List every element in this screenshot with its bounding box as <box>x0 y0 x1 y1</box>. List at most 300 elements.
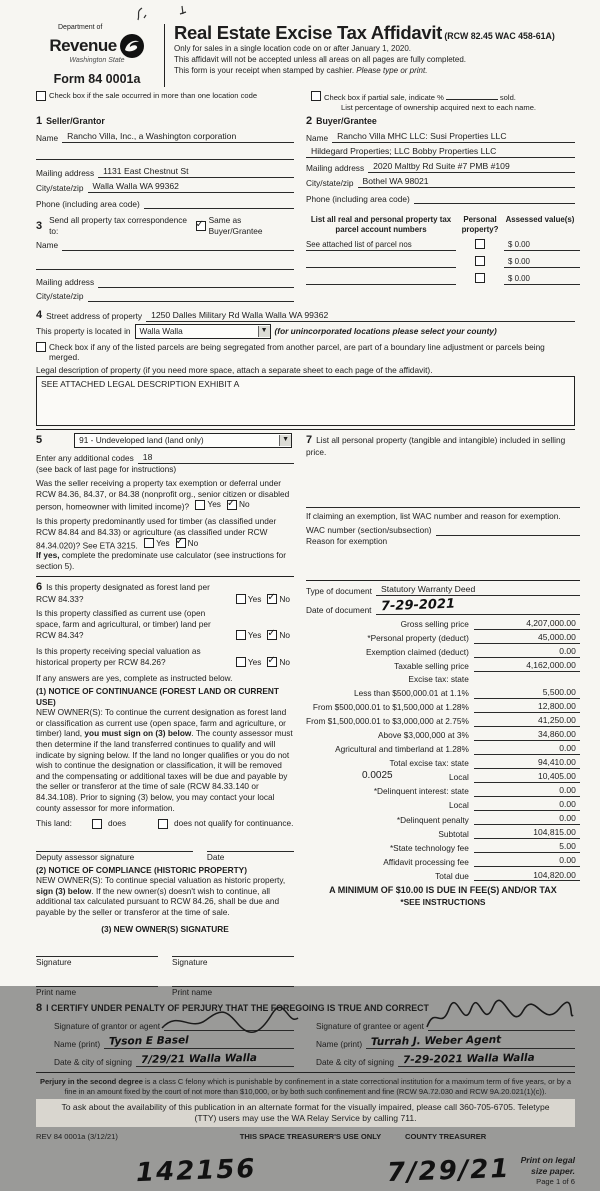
legal-description-box[interactable] <box>36 376 575 426</box>
tax-row-line[interactable] <box>474 660 580 672</box>
section-2-buyer <box>306 114 575 209</box>
yes-no-group <box>144 538 202 549</box>
tax-row <box>306 841 580 853</box>
tax-row <box>306 687 580 699</box>
land-qualify-row <box>36 818 294 829</box>
corr-mailing-label: Mailing address <box>36 277 95 288</box>
revenue-logo-block <box>36 24 165 87</box>
multiple-location-label: Check box if the sale occurred in more than one location code <box>49 90 258 100</box>
parcel-number-value: See attached list of parcel nos <box>306 239 412 249</box>
wac-number-label: WAC number (section/subsection) <box>306 525 432 536</box>
tax-row <box>306 855 580 867</box>
county-value: Walla Walla <box>139 325 183 336</box>
rcw-reference: (RCW 82.45 WAC 458-61A) <box>444 31 555 41</box>
accessibility-notice: To ask about the availability of this publication in an alternate format for the visually impaired, please call 360-705-6705. Teletype (TTY) users may use the WA Relay Service by calling 711. <box>36 1099 575 1126</box>
seller-mailing-value: 1131 East Chestnut St <box>103 166 189 177</box>
local-rate-value: 0.0025 <box>362 770 393 782</box>
tax-row-line[interactable] <box>474 632 580 644</box>
parcel-number-input[interactable] <box>306 274 456 285</box>
seller-name-value: Rancho Villa, Inc., a Washington corporation <box>67 131 237 142</box>
tax-row <box>306 870 580 882</box>
buyer-name-label: Name <box>306 132 329 143</box>
tax-row <box>306 646 580 658</box>
tax-row <box>306 827 580 839</box>
tax-row <box>306 715 580 727</box>
type-of-document-label: Type of document <box>306 585 372 596</box>
buyer-mailing-input[interactable] <box>368 161 575 173</box>
personal-property-checkbox[interactable] <box>475 239 485 249</box>
pen-marks-icon <box>130 2 210 24</box>
perjury-statement: Perjury in the second degree is a class C felony which is punishable by confinement in a state correctional institution for a maximum term of five years, or by a fine in an amount fixed by the court of not more than $10,000, or by both such confinement and fine (RCW 9A.72.030 and RCW 9A.20.021(1)(c)). <box>39 1077 572 1096</box>
segregated-label: Check box if any of the listed parcels are being segregated from another parcel, are part of a boundary line adjustment or parcels being merged. <box>49 341 545 363</box>
no-checkbox[interactable] <box>267 630 277 640</box>
new-owners-signature-title: (3) NEW OWNER(S) SIGNATURE <box>101 923 229 934</box>
street-address-label: Street address of property <box>46 311 143 322</box>
parcel-row <box>306 273 580 285</box>
owner-signature-input[interactable] <box>172 946 294 957</box>
seller-mailing-input[interactable] <box>98 166 294 178</box>
right-column <box>306 433 580 998</box>
tax-row-value: 34,860.00 <box>538 728 576 739</box>
tax-row-value: 94,410.00 <box>538 757 576 767</box>
no-label: No <box>279 593 290 604</box>
section-8-certification <box>36 1001 575 1067</box>
certify-statement: I CERTIFY UNDER PENALTY OF PERJURY THAT THE FOREGOING IS TRUE AND CORRECT <box>46 1003 429 1014</box>
section-3-number: 3 <box>36 219 43 232</box>
tax-row-value: 12,800.00 <box>538 700 576 711</box>
notice-continuance-body: NEW OWNER(S): To continue the current designation as forest land or classification as current use (open space, farm and agriculture, or timber) land, you must sign on (3) below. The county assessor must then determine if the land transferred continues to qualify and will indicate by signing below. If the land no longer qualifies or you do not wish to continue the designation or classification, it will be removed and the compensating or additional taxes will be due and payable by the seller or transferor at the time of sale (RCW 84.33.140 or 84.34.108). Prior to signing (3) below, you may contact your local county assessor for more information. <box>36 707 293 813</box>
tax-row-value: 5.00 <box>559 841 576 852</box>
no-checkbox[interactable] <box>267 594 277 604</box>
parcel-row <box>306 256 580 268</box>
section-3-correspondence <box>36 215 294 301</box>
grantee-signature-block <box>306 1017 575 1067</box>
treasurer-stamp-number: 142156 <box>135 1154 258 1189</box>
tax-row-value: 0.00 <box>559 813 576 824</box>
partial-sale-checkbox[interactable] <box>311 91 321 101</box>
wac-number-input[interactable] <box>436 525 580 536</box>
predominate-use-note: If yes, complete the predominate use calculator (see instructions for section 5). <box>36 550 286 572</box>
no-label: No <box>238 499 250 510</box>
street-address-input[interactable] <box>146 310 575 322</box>
tax-row-line[interactable] <box>474 841 580 853</box>
no-checkbox[interactable] <box>176 538 186 548</box>
excise-tax-state-heading <box>306 674 580 685</box>
street-address-value: 1250 Dalles Military Rd Walla Walla WA 99362 <box>151 309 329 320</box>
date-of-document-label: Date of document <box>306 604 372 615</box>
additional-codes-value: 18 <box>142 451 153 462</box>
treasurer-stamp-date: 7/29/21 <box>386 1154 511 1189</box>
tax-row-value: 4,207,000.00 <box>526 617 576 628</box>
tax-row-label: Affidavit processing fee <box>383 856 469 867</box>
seller-city-label: City/state/zip <box>36 182 84 193</box>
deputy-date-input[interactable] <box>207 841 294 852</box>
assessed-value: $ 0.00 <box>508 256 530 266</box>
grantor-signature-input[interactable] <box>164 1020 294 1031</box>
does-not-checkbox[interactable] <box>158 819 168 829</box>
parcel-number-input[interactable] <box>306 257 456 268</box>
grantee-signature-label: Signature of grantee or agent <box>316 1020 424 1031</box>
tax-row-label: Total due <box>435 870 469 881</box>
tax-row-line[interactable] <box>474 813 580 825</box>
assessed-value-header: Assessed value(s) <box>505 215 575 225</box>
deputy-date-label: Date <box>206 851 225 862</box>
tax-row <box>306 743 580 755</box>
assessed-value-input[interactable] <box>504 274 580 285</box>
partial-sale-percent-input[interactable] <box>446 91 498 100</box>
buyer-name-input[interactable] <box>332 131 575 143</box>
assessed-value: $ 0.00 <box>508 239 530 249</box>
section-4-property <box>36 308 575 426</box>
tax-row <box>306 632 580 644</box>
additional-codes-label: Enter any additional codes <box>36 452 134 463</box>
tax-row <box>306 618 580 630</box>
tax-row-line[interactable] <box>474 855 580 867</box>
owner-printname-input[interactable] <box>36 976 158 987</box>
deputy-signature-input[interactable] <box>36 841 193 852</box>
no-checkbox[interactable] <box>267 657 277 667</box>
tax-row-value: 0.00 <box>559 645 576 656</box>
tax-row <box>306 813 580 825</box>
revenue-logo-icon <box>119 33 145 59</box>
yes-checkbox[interactable] <box>195 500 205 510</box>
personal-property-checkbox[interactable] <box>475 273 485 283</box>
parcel-table <box>306 215 580 301</box>
tax-row-label: Agricultural and timberland at 1.28% <box>335 744 469 755</box>
personal-property-checkbox[interactable] <box>475 256 485 266</box>
section-6-designations <box>36 580 294 998</box>
historic-question: Is this property receiving special valuation as historical property per RCW 84.26? <box>36 646 201 667</box>
new-owner-signature-row <box>36 946 294 968</box>
tax-row-line[interactable] <box>474 646 580 658</box>
current-use-question: Is this property classified as current use (open space, farm and agricultural, or timber) land per RCW 84.34? <box>36 608 211 640</box>
form-number: Form 84 0001a <box>53 71 141 86</box>
exemption-question-text: Was the seller receiving a property tax exemption or deferral under RCW 84.36, 84.37, or 84.38 (nonprofit org., senior citizen or disabled person, homeowner with limited income)? <box>36 478 290 512</box>
tax-row-line[interactable] <box>474 870 580 882</box>
tax-row-label: *Delinquent interest: state <box>373 786 469 797</box>
tax-row-label: *Delinquent penalty <box>396 814 469 825</box>
see-back-note: (see back of last page for instructions) <box>36 463 177 474</box>
corr-city-input[interactable] <box>88 291 295 302</box>
personal-property-intro: List all personal property (tangible and intangible) included in selling price. <box>306 434 566 457</box>
personal-property-header: Personal property? <box>461 215 499 234</box>
assessed-value: $ 0.00 <box>508 273 530 283</box>
yes-label: Yes <box>247 593 262 604</box>
tax-row <box>306 701 580 713</box>
no-checkbox[interactable] <box>227 500 237 510</box>
tax-row-line[interactable] <box>474 729 580 741</box>
buyer-mailing-label: Mailing address <box>306 162 365 173</box>
buyer-name2-input[interactable] <box>306 146 575 158</box>
assessed-value-input[interactable] <box>504 257 580 268</box>
yes-label: Yes <box>247 656 262 667</box>
located-in-label: This property is located in <box>36 325 131 336</box>
forest-land-question: Is this property designated as forest land per RCW 84.33? <box>36 581 210 604</box>
corr-name-input[interactable] <box>62 240 294 251</box>
parcel-numbers-header: List all real and personal property tax parcel account numbers <box>310 215 452 234</box>
tax-row-label: From $500,000.01 to $1,500,000 at 1.28% <box>312 702 469 713</box>
section-7-number: 7 <box>306 433 313 446</box>
section-8-number: 8 <box>36 1002 43 1015</box>
tax-row-label: Less than $500,000.01 at 1.1% <box>353 687 469 698</box>
subtitle-2: This affidavit will not be accepted unless all areas on all pages are fully completed. <box>174 54 467 64</box>
seller-name2-input[interactable] <box>36 149 294 160</box>
section-divider <box>36 429 575 430</box>
seller-phone-label: Phone (including area code) <box>36 198 140 209</box>
tax-row-value: 0.00 <box>559 742 576 753</box>
tax-row <box>306 771 580 783</box>
question-exemption <box>36 478 294 512</box>
exemption-claim-note: If claiming an exemption, list WAC number and reason for exemption. <box>306 511 561 522</box>
section-2-number: 2 <box>306 115 313 128</box>
tax-row-value: 41,250.00 <box>538 714 576 725</box>
tax-section-divider <box>306 580 580 581</box>
date-of-document-input[interactable] <box>376 598 580 616</box>
section-5-use-code <box>36 433 294 577</box>
excise-tax-table <box>306 618 580 882</box>
tax-row-label: *Personal property (deduct) <box>367 632 469 643</box>
assessed-value-input[interactable] <box>504 240 580 251</box>
same-as-buyer-label: Same as Buyer/Grantee <box>208 215 263 237</box>
tax-row-line[interactable] <box>474 757 580 769</box>
notice-compliance-title: (2) NOTICE OF COMPLIANCE (HISTORIC PROPERTY) <box>36 864 247 875</box>
tax-row-line[interactable] <box>474 743 580 755</box>
grantee-date-value: 7-29-2021 Walla Walla <box>402 1051 535 1067</box>
grantor-name-value: Tyson E Basel <box>108 1034 189 1048</box>
tax-row-label: Local <box>449 800 469 811</box>
grantee-date-input[interactable] <box>398 1053 575 1067</box>
tax-row-line[interactable] <box>474 618 580 630</box>
tax-row <box>306 660 580 672</box>
revenue-wordmark: Revenue <box>49 36 117 56</box>
section-7-personal-property <box>306 433 580 547</box>
treasurer-stamp-area <box>36 1155 575 1188</box>
tax-row-value: 0.00 <box>559 799 576 810</box>
additional-codes-input[interactable] <box>138 452 294 464</box>
grantee-signature-input[interactable] <box>428 1020 575 1031</box>
corr-city-label: City/state/zip <box>36 291 84 302</box>
tax-row-value: 104,815.00 <box>533 827 576 838</box>
question-timber <box>36 516 294 550</box>
seller-phone-input[interactable] <box>144 198 294 209</box>
tax-row-line[interactable] <box>474 771 580 783</box>
corr-name2-input[interactable] <box>36 259 294 270</box>
legal-description-label: Legal description of property (if you need more space, attach a separate sheet to each page of the affidavit). <box>36 364 433 375</box>
title-block <box>165 24 575 87</box>
section-3-row <box>36 215 575 301</box>
yes-label: Yes <box>247 629 262 640</box>
tax-row-label: Subtotal <box>438 828 469 839</box>
legal-size-note: Print on legal size paper. <box>520 1155 575 1177</box>
parcel-number-input[interactable] <box>306 240 456 251</box>
tax-row-label: Above $3,000,000 at 3% <box>377 730 469 741</box>
grantor-date-value: 7/29/21 Walla Walla <box>140 1051 258 1066</box>
correspondence-label: Send all property tax correspondence to: <box>49 215 188 237</box>
grantor-signature-block <box>36 1017 294 1067</box>
ownership-percentage-note: List percentage of ownership acquired next to each name. <box>341 102 537 112</box>
seller-name-label: Name <box>36 132 59 143</box>
tax-row-line[interactable] <box>474 701 580 713</box>
tax-row-value: 4,162,000.00 <box>526 659 576 670</box>
corr-mailing-input[interactable] <box>98 277 294 288</box>
subtitle-3: This form is your receipt when stamped by cashier. Please type or print. <box>174 65 428 75</box>
tax-row-line[interactable] <box>474 799 580 811</box>
timber-question-text: Is this property predominantly used for timber (as classified under RCW 84.84 and 84.33) or agriculture (as classified under RCW 84.34.020)? See ETA 3215. <box>36 516 277 550</box>
tax-row <box>306 785 580 797</box>
corr-name-label: Name <box>36 240 59 251</box>
county-note: (for unincorporated locations please select your county) <box>274 325 497 336</box>
same-as-buyer-checkbox[interactable] <box>196 221 206 231</box>
no-label: No <box>187 537 199 548</box>
dept-of-label: Department of <box>58 24 103 31</box>
chevron-down-icon[interactable]: ▼ <box>279 435 291 446</box>
grantor-name-input[interactable] <box>104 1035 294 1049</box>
seller-city-input[interactable] <box>88 181 295 193</box>
grantee-name-input[interactable] <box>366 1035 575 1049</box>
grantor-signature-label: Signature of grantor or agent <box>54 1020 161 1031</box>
type-of-document-input[interactable] <box>376 584 580 596</box>
reason-exemption-label: Reason for exemption <box>306 535 388 546</box>
buyer-name2-value: Hildegard Properties; LLC Bobby Properties LLC <box>311 146 497 157</box>
tax-row <box>306 799 580 811</box>
grantor-date-input[interactable] <box>136 1053 294 1067</box>
buyer-phone-label: Phone (including area code) <box>306 193 410 204</box>
tax-row-value: 5,500.00 <box>542 686 576 697</box>
buyer-city-label: City/state/zip <box>306 177 354 188</box>
tax-row-value: 0.00 <box>559 855 576 866</box>
yes-checkbox[interactable] <box>236 657 246 667</box>
footer-divider <box>36 1072 575 1073</box>
legal-description-value: SEE ATTACHED LEGAL DESCRIPTION EXHIBIT A <box>41 378 240 389</box>
subtitle-1: Only for sales in a single location code on or after January 1, 2020. <box>174 43 412 53</box>
tax-row-line[interactable] <box>474 687 580 699</box>
seller-city-value: Walla Walla WA 99362 <box>92 181 179 192</box>
new-owner-printname-row <box>36 976 294 998</box>
treasurer-use-label: THIS SPACE TREASURER'S USE ONLY <box>239 1131 382 1141</box>
county-treasurer-label: COUNTY TREASURER <box>405 1131 487 1141</box>
tax-row-value: 10,405.00 <box>538 771 576 782</box>
personal-property-input[interactable] <box>306 497 580 508</box>
no-label: No <box>279 656 290 667</box>
deputy-signature-row <box>36 841 294 863</box>
owner-signature-label: Signature <box>172 957 208 968</box>
form-title: Real Estate Excise Tax Affidavit <box>174 22 443 43</box>
tax-row-label: From $1,500,000.01 to $3,000,000 at 2.75% <box>306 716 469 727</box>
tax-row-line[interactable] <box>474 715 580 727</box>
section-6-number: 6 <box>36 580 43 593</box>
grantor-name-label: Name (print) <box>54 1038 101 1049</box>
yes-label: Yes <box>207 499 221 510</box>
tax-row-label: Taxable selling price <box>394 661 469 672</box>
buyer-city-value: Bothel WA 98021 <box>362 176 429 187</box>
tax-row-label: Excise tax: state <box>408 673 469 684</box>
washington-state-label: Washington State <box>69 56 125 64</box>
yes-checkbox[interactable] <box>236 594 246 604</box>
this-land-label: This land: <box>36 818 72 829</box>
buyer-phone-input[interactable] <box>414 193 575 204</box>
see-instructions-note: *SEE INSTRUCTIONS <box>400 896 486 907</box>
rev-form-number: REV 84 0001a (3/12/21) <box>36 1131 118 1141</box>
notice-continuance-title: (1) NOTICE OF CONTINUANCE (FOREST LAND OR CURRENT USE) <box>36 685 279 707</box>
tax-row-label: Local <box>449 772 469 783</box>
land-use-code-dropdown[interactable] <box>74 433 292 448</box>
tax-row <box>306 729 580 741</box>
main-columns <box>36 433 575 998</box>
section-2-title: Buyer/Grantee <box>316 116 377 127</box>
grantee-date-label: Date & city of signing <box>316 1056 394 1067</box>
header-checkbox-row <box>36 91 575 112</box>
tax-row-label: Total excise tax: state <box>389 758 469 769</box>
yes-checkbox[interactable] <box>144 538 154 548</box>
section-1-title: Seller/Grantor <box>46 116 105 127</box>
tax-row <box>306 757 580 769</box>
seller-buyer-row <box>36 114 575 209</box>
section-1-number: 1 <box>36 115 43 128</box>
county-dropdown[interactable] <box>135 324 271 339</box>
type-of-document-value: Statutory Warranty Deed <box>380 584 476 595</box>
segregated-checkbox[interactable] <box>36 342 46 352</box>
tax-row-value: 0.00 <box>559 785 576 796</box>
owner-printname-input[interactable] <box>172 976 294 987</box>
buyer-city-input[interactable] <box>358 176 576 188</box>
form-header <box>36 24 575 87</box>
multiple-location-checkbox[interactable] <box>36 91 46 101</box>
tax-row-label: Exemption claimed (deduct) <box>366 647 469 658</box>
type-or-print-note: Please type or print. <box>356 65 428 75</box>
seller-name-input[interactable] <box>62 131 294 143</box>
buyer-mailing-value: 2020 Maltby Rd Suite #7 PMB #109 <box>373 161 510 172</box>
partial-sale-label: Check box if partial sale, indicate % sold. <box>324 92 516 102</box>
owner-signature-input[interactable] <box>36 946 158 957</box>
does-not-label: does not qualify for continuance. <box>173 818 294 829</box>
tax-row-line[interactable] <box>474 827 580 839</box>
section-4-number: 4 <box>36 308 43 321</box>
chevron-down-icon[interactable]: ▼ <box>258 326 270 337</box>
tax-row-line[interactable] <box>474 785 580 797</box>
tax-row-label: Gross selling price <box>400 618 469 629</box>
tax-row-value: 104,820.00 <box>533 869 576 880</box>
does-checkbox[interactable] <box>92 819 102 829</box>
owner-printname-label: Print name <box>172 986 213 997</box>
no-label: No <box>279 629 290 640</box>
does-label: does <box>107 818 126 829</box>
yes-no-group <box>195 499 253 510</box>
left-column <box>36 433 294 998</box>
section-5-number: 5 <box>36 434 43 446</box>
parcel-row <box>306 239 580 251</box>
owner-printname-label: Print name <box>36 986 77 997</box>
deputy-signature-label: Deputy assessor signature <box>36 851 135 862</box>
seller-mailing-label: Mailing address <box>36 167 95 178</box>
minimum-due-note: A MINIMUM OF $10.00 IS DUE IN FEE(S) AND/OR TAX <box>329 885 557 896</box>
land-use-code-value: 91 - Undeveloped land (land only) <box>79 434 204 445</box>
tax-row-value: 45,000.00 <box>538 631 576 642</box>
grantee-name-value: Turrah J. Weber Agent <box>371 1033 502 1049</box>
yes-checkbox[interactable] <box>236 630 246 640</box>
date-of-document-value: 7-29-2021 <box>380 596 455 615</box>
notice-compliance-body: NEW OWNER(S): To continue special valuation as historic property, sign (3) below. If the new owner(s) doesn't wish to continue, all additional tax calculated pursuant to RCW 84.26, shall be due and payable by the seller or transferor at the time of sale. <box>36 875 286 917</box>
grantor-date-label: Date & city of signing <box>54 1056 132 1067</box>
buyer-name-value: Rancho Villa MHC LLC: Susi Properties LLC <box>337 131 507 142</box>
owner-signature-label: Signature <box>36 957 72 968</box>
section-1-seller <box>36 114 294 209</box>
tax-row-label: *State technology fee <box>389 842 469 853</box>
page-number: Page 1 of 6 <box>536 1177 575 1187</box>
footer-row <box>36 1132 575 1142</box>
yes-label: Yes <box>156 537 170 548</box>
grantee-name-label: Name (print) <box>316 1038 363 1049</box>
if-any-yes-note: If any answers are yes, complete as instructed below. <box>36 673 233 684</box>
